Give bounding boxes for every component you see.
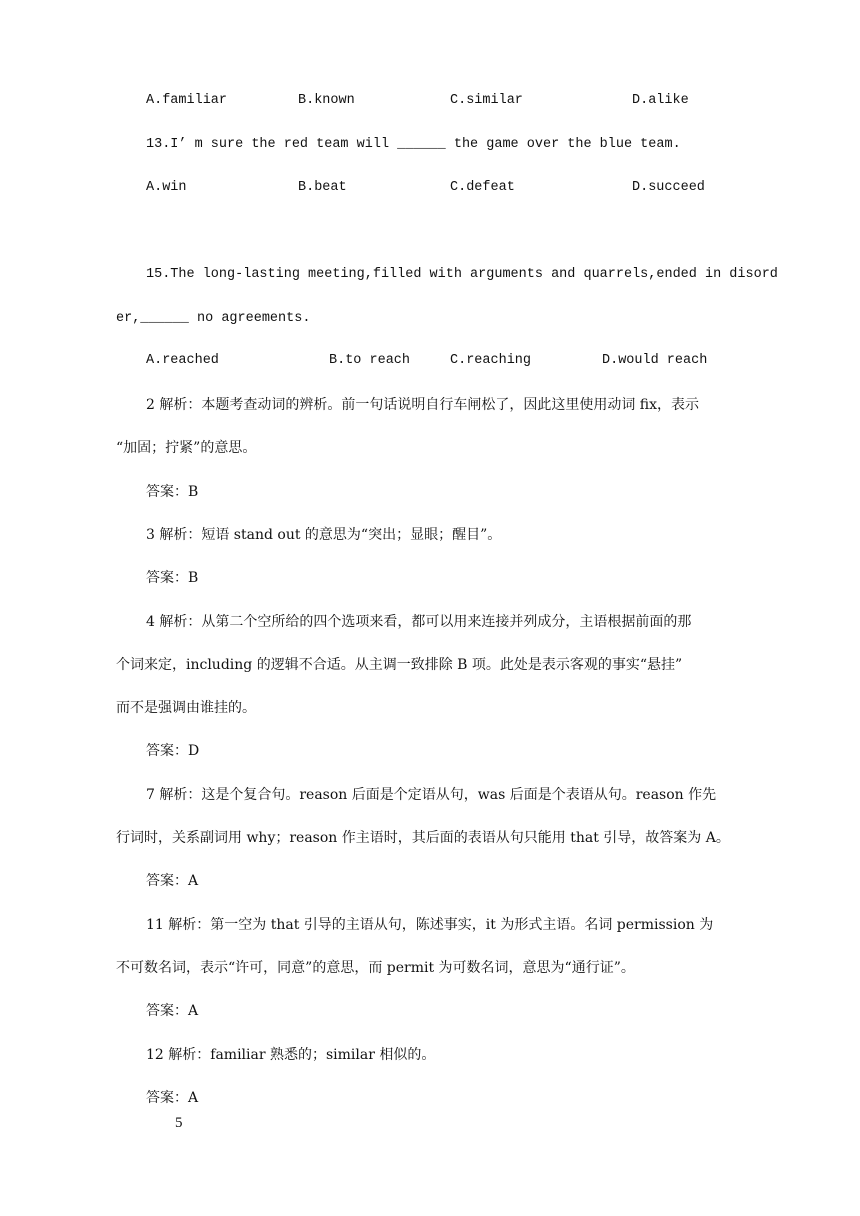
answer-2: 答案：B (146, 484, 199, 500)
q15-option-d: D.would reach (602, 353, 708, 368)
answer-11: 答案：A (146, 1003, 199, 1019)
explanation-7-line1: 7 解析：这是个复合句。reason 后面是个定语从句，was 后面是个表语从句。reason 作先 (146, 787, 717, 803)
q15-option-c: C.reaching (450, 353, 532, 368)
explanation-3-line1: 3 解析：短语 stand out 的意思为“突出；显眼；醒目”。 (146, 527, 502, 543)
q12-option-d: D.alike (632, 93, 689, 108)
explanation-4-line1: 4 解析：从第二个空所给的四个选项来看，都可以用来连接并列成分，主语根据前面的那 (146, 614, 692, 630)
q12-option-c: C.similar (450, 93, 523, 108)
q15-option-a: A.reached (146, 353, 219, 368)
explanation-4-line2: 个词来定，including 的逻辑不合适。从主调一致排除 B 项。此处是表示客观的事实“悬挂” (116, 657, 683, 673)
q15-stem-line1: 15.The long-lasting meeting,filled with arguments and quarrels,ended in disord (146, 267, 778, 282)
answer-7: 答案：A (146, 873, 199, 889)
explanation-7-line2: 行词时，关系副词用 why；reason 作主语时，其后面的表语从句只能用 that 引导，故答案为 A。 (116, 830, 730, 846)
explanation-2-line2: “加固；拧紧”的意思。 (116, 440, 257, 456)
explanation-2-line1: 2 解析：本题考查动词的辨析。前一句话说明自行车闸松了，因此这里使用动词 fix，表示 (146, 397, 700, 413)
answer-3: 答案：B (146, 570, 199, 586)
explanation-12-line1: 12 解析：familiar 熟悉的；similar 相似的。 (146, 1047, 436, 1063)
explanation-11-line1: 11 解析：第一空为 that 引导的主语从句，陈述事实，it 为形式主语。名词 permission 为 (146, 917, 714, 933)
q15-stem-line2: er,______ no agreements. (116, 311, 311, 326)
q13-option-a: A.win (146, 180, 187, 195)
q15-option-b: B.to reach (329, 353, 411, 368)
q13-option-d: D.succeed (632, 180, 705, 195)
answer-12: 答案：A (146, 1090, 199, 1106)
explanation-4-line3: 而不是强调由谁挂的。 (116, 700, 256, 716)
page-number: 5 (175, 1115, 183, 1131)
q13-option-c: C.defeat (450, 180, 515, 195)
q12-option-b: B.known (298, 93, 355, 108)
q12-option-a: A.familiar (146, 93, 228, 108)
explanation-11-line2: 不可数名词，表示“许可，同意”的意思，而 permit 为可数名词，意思为“通行证”。 (116, 960, 635, 976)
answer-4: 答案：D (146, 743, 200, 759)
q13-stem: 13.I’ m sure the red team will ______ the game over the blue team. (146, 137, 681, 152)
q13-option-b: B.beat (298, 180, 347, 195)
